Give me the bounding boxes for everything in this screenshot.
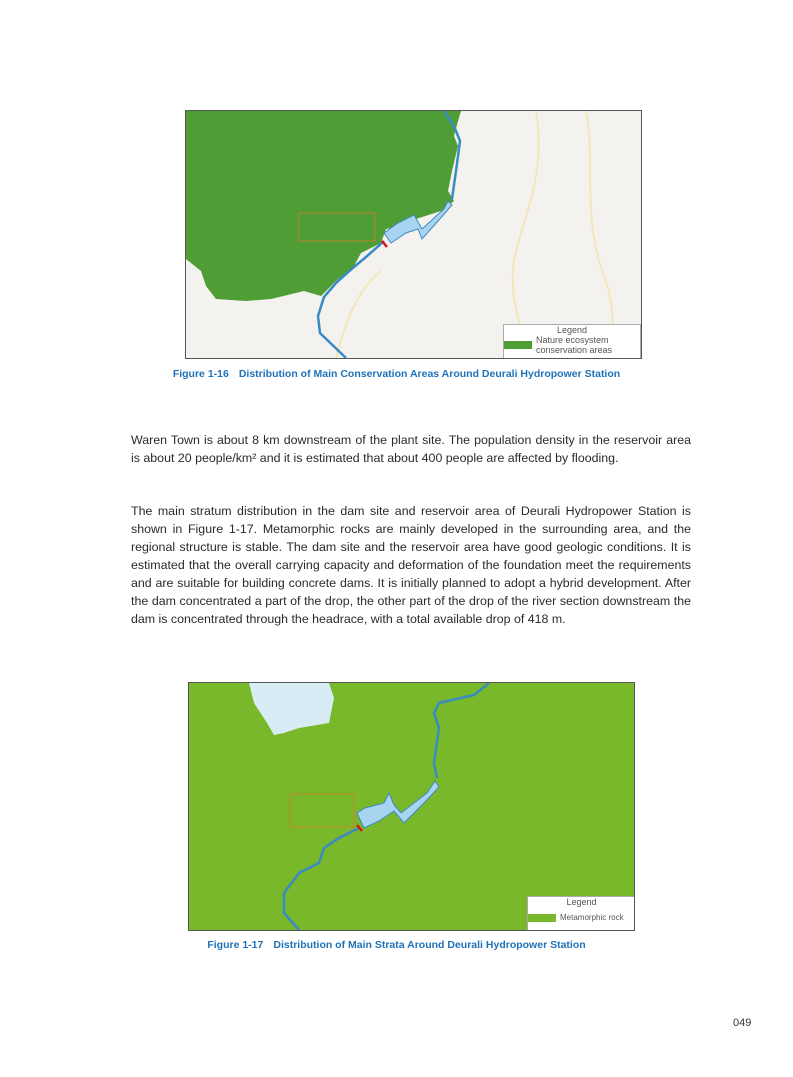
page-number: 049 bbox=[733, 1017, 752, 1029]
paragraph: Waren Town is about 8 km downstream of the plant site. The population density in the reservoir area is about 20 people/km² and it is estimated that about 400 people are affected by flooding. bbox=[131, 433, 691, 465]
figure-title: Distribution of Main Strata Around Deurali Hydropower Station bbox=[273, 939, 586, 951]
strata-map bbox=[188, 682, 635, 931]
legend-title: Legend bbox=[556, 325, 588, 335]
legend-label: Nature ecosystem conservation areas bbox=[536, 335, 613, 355]
figure-number: Figure 1-17 bbox=[207, 939, 264, 951]
figure-title: Distribution of Main Conservation Areas Around Deurali Hydropower Station bbox=[238, 368, 621, 380]
conservation-area-map bbox=[185, 110, 642, 359]
map-legend bbox=[503, 324, 641, 359]
map-legend bbox=[527, 896, 635, 931]
legend-label: Metamorphic rock bbox=[560, 913, 624, 922]
figure-caption bbox=[0, 368, 793, 380]
legend-swatch bbox=[528, 914, 556, 922]
legend-title: Legend bbox=[566, 897, 597, 907]
figure-number: Figure 1-16 bbox=[172, 368, 229, 380]
legend-swatch bbox=[504, 341, 532, 349]
figure-caption bbox=[0, 939, 793, 951]
paragraph: The main stratum distribution in the dam site and reservoir area of Deurali Hydropower Station is shown in Figure 1-17. Metamorphic rocks are mainly developed in the surrounding area, and the regional structure is stable. The dam site and the reservoir area have good geologic conditions. It is estimated that the overall carrying capacity and deformation of the foundation meet the requirements and are suitable for building concrete dams. It is initially planned to adopt a hybrid development. After the dam concentrated a part of the drop, the other part of the drop of the river section downstream the dam is concentrated through the headrace, with a total available drop of 418 m. bbox=[131, 504, 691, 626]
